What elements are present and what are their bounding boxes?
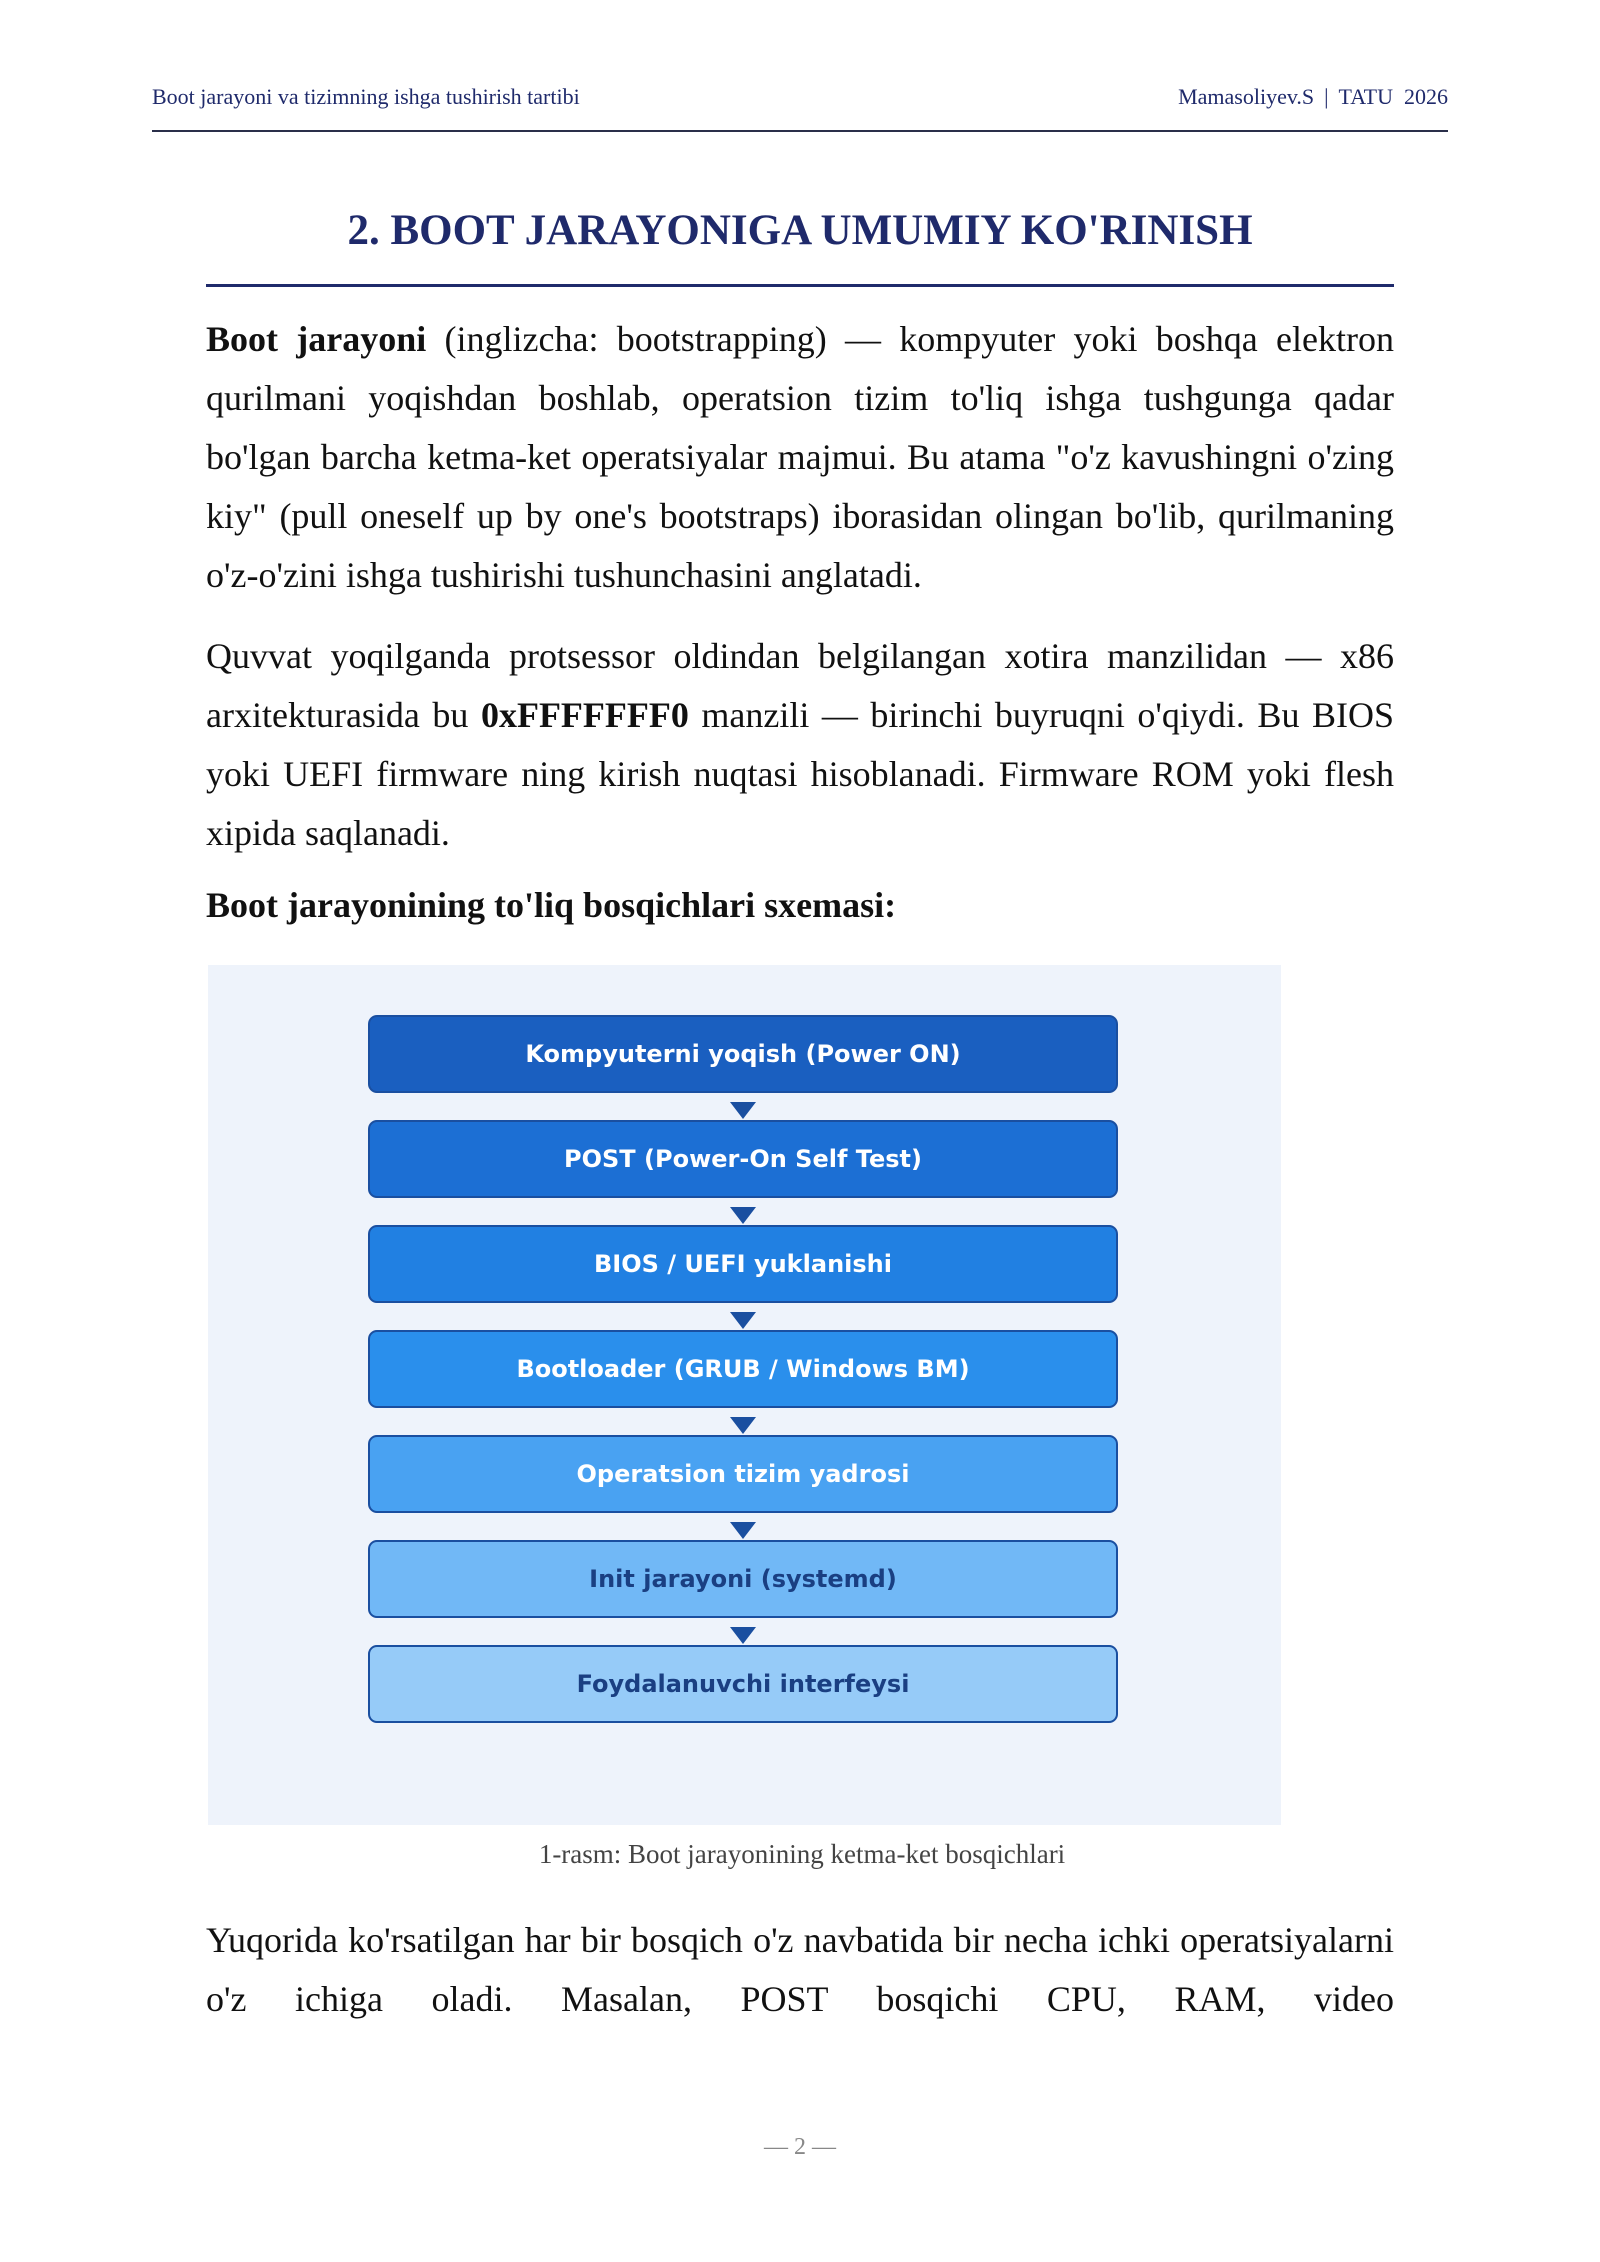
header-author: Mamasoliyev.S (1178, 84, 1315, 109)
paragraph-boot-definition (206, 310, 1394, 605)
figure-caption: 1-rasm: Boot jarayonining ketma-ket bosqichlari (538, 1839, 1066, 1869)
step-os-kernel: Operatsion tizim yadrosi (368, 1435, 1118, 1513)
page-header (152, 84, 1448, 132)
arrow-down-icon (730, 1207, 756, 1224)
title-underline (206, 284, 1394, 287)
arrow-down-icon (730, 1312, 756, 1329)
page-number: — 2 — (764, 2134, 836, 2160)
step-post: POST (Power-On Self Test) (368, 1120, 1118, 1198)
step-bootloader: Bootloader (GRUB / Windows BM) (368, 1330, 1118, 1408)
diagram-heading: Boot jarayonining to'liq bosqichlari sxemasi: (206, 885, 897, 925)
section-title: 2. BOOT JARAYONIGA UMUMIY KO'RINISH (347, 207, 1253, 254)
arrow-down-icon (730, 1417, 756, 1434)
header-meta (1178, 84, 1448, 110)
paragraph-text: manzili — birinchi buyruqni o'qiydi. Bu BIOS yoki UEFI firmware ning kirish nuqtasi hisoblanadi. Firmware ROM yoki flesh xipida saqlanadi. (206, 695, 1394, 853)
header-document-title: Boot jarayoni va tizimning ishga tushirish tartibi (152, 84, 580, 109)
paragraph-text: Quvvat yoqilganda protsessor oldindan belgilangan xotira manzilidan — x86 arxitekturasida bu (206, 636, 1394, 735)
step-power-on: Kompyuterni yoqish (Power ON) (368, 1015, 1118, 1093)
step-init: Init jarayoni (systemd) (368, 1540, 1118, 1618)
arrow-down-icon (730, 1627, 756, 1644)
paragraph-power-on (206, 627, 1394, 863)
header-separator: | (1324, 84, 1329, 109)
arrow-down-icon (730, 1522, 756, 1539)
paragraph-text: (inglizcha: bootstrapping) — kompyuter yoki boshqa elektron qurilmani yoqishdan boshlab, operatsion tizim to'liq ishga tushgunga qadar bo'lgan barcha ketma-ket operatsiyalar majmui. Bu atama "o'z kavushingni o'zing kiy" (pull oneself up by one's bootstraps) iborasidan olingan bo'lib, qurilmaning o'z-o'zini ishga tushirishi tushunchasini anglatadi. (206, 319, 1394, 595)
step-user-interface: Foydalanuvchi interfeysi (368, 1645, 1118, 1723)
header-org-year: TATU 2026 (1338, 84, 1448, 109)
arrow-down-icon (730, 1102, 756, 1119)
memory-address: 0xFFFFFFF0 (480, 695, 689, 735)
term-boot-jarayoni: Boot jarayoni (206, 319, 427, 359)
paragraph-continuation: Yuqorida ko'rsatilgan har bir bosqich o'z navbatida bir necha ichki operatsiyalarni o'z ichiga oladi. Masalan, POST bosqichi CPU, RAM, video (206, 1920, 1394, 2019)
step-bios-uefi: BIOS / UEFI yuklanishi (368, 1225, 1118, 1303)
boot-flow-diagram (208, 965, 1281, 1825)
